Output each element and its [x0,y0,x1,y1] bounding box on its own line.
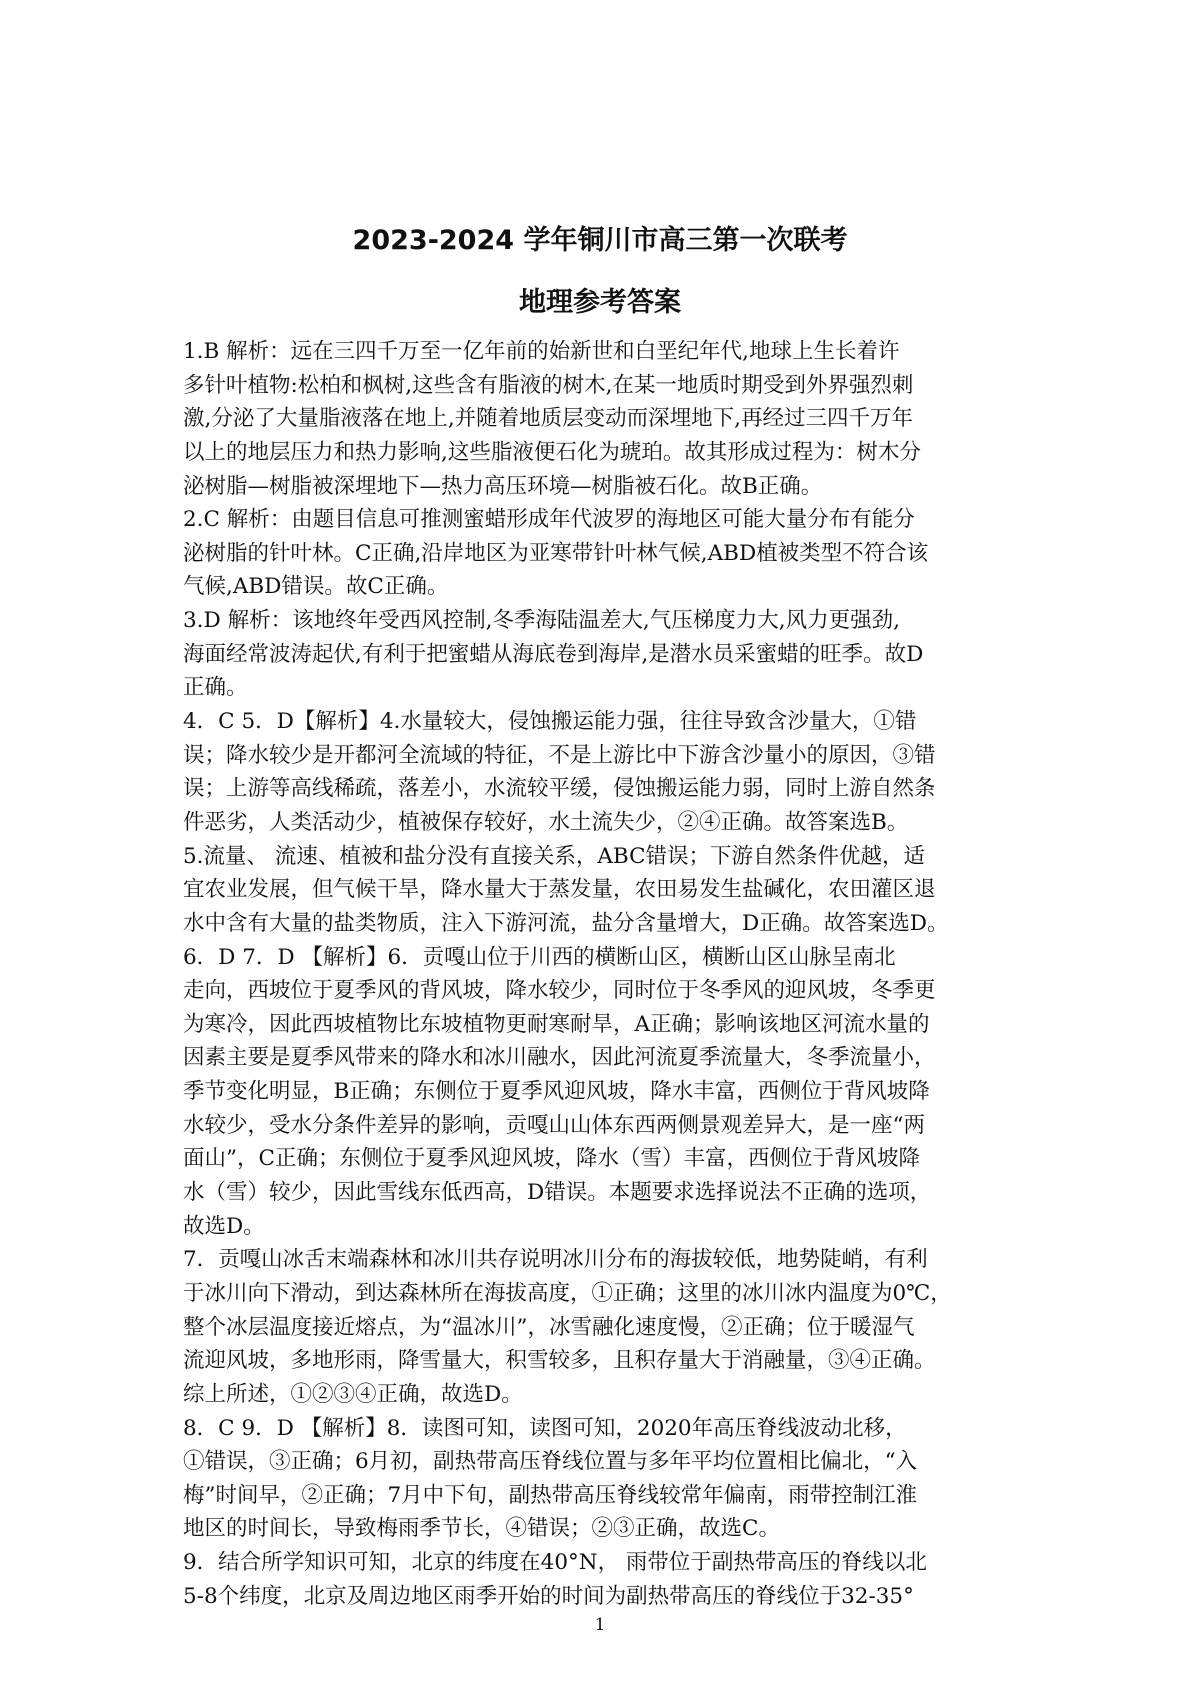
text-line: 走向，西坡位于夏季风的背风坡，降水较少，同时位于冬季风的迎风坡，冬季更 [183,978,936,1004]
text-line: 因素主要是夏季风带来的降水和冰川融水，因此河流夏季流量大，冬季流量小， [183,1045,936,1071]
text-line: 泌树脂的针叶林。C正确,沿岸地区为亚寒带针叶林气候,ABD植被类型不符合该 [183,540,929,566]
answer-body [183,335,1027,1613]
document-title: 2023-2024 学年铜川市高三第一次联考 [352,225,848,256]
text-line: 件恶劣，人类活动少，植被保存较好，水土流失少，②④正确。故答案选B。 [183,809,909,835]
text-line: 水较少，受水分条件差异的影响，贡嘎山山体东西两侧景观差异大，是一座“两 [183,1112,925,1138]
text-line: 于冰川向下滑动，到达森林所在海拔高度，①正确；这里的冰川冰内温度为0℃， [183,1280,952,1306]
text-line: 3.D 解析：该地终年受西风控制,冬季海陆温差大,气压梯度力大,风力更强劲, [183,608,900,634]
text-line: 地区的时间长，导致梅雨季节长，④错误；②③正确，故选C。 [183,1516,780,1542]
text-line: 整个冰层温度接近熔点，为“温冰川”，冰雪融化速度慢，②正确；位于暖湿气 [183,1314,915,1340]
text-line: ①错误，③正确；6月初，副热带高压脊线位置与多年平均位置相比偏北，“入 [183,1449,918,1475]
text-line: 以上的地层压力和热力影响,这些脂液便石化为琥珀。故其形成过程为：树木分 [183,439,921,465]
text-line: 气候,ABD错误。故C正确。 [183,574,449,600]
text-line: 水中含有大量的盐类物质，注入下游河流，盐分含量增大，D正确。故答案选D。 [183,910,949,936]
text-line: 梅”时间早，②正确；7月中下旬，副热带高压脊线较常年偏南，雨带控制江淮 [183,1482,918,1508]
text-line: 误；上游等高线稀疏，落差小，水流较平缓，侵蚀搬运能力弱，同时上游自然条 [183,776,936,802]
text-line: 泌树脂—树脂被深埋地下—热力高压环境—树脂被石化。故B正确。 [183,473,823,499]
text-line: 5-8个纬度，北京及周边地区雨季开始的时间为副热带高压的脊线位于32-35° [183,1583,914,1609]
text-line: 水（雪）较少，因此雪线东低西高，D错误。本题要求选择说法不正确的选项， [183,1180,932,1206]
text-line: 6．D 7．D 【解析】6．贡嘎山位于川西的横断山区，横断山区山脉呈南北 [183,944,896,970]
text-line: 误；降水较少是开都河全流域的特征，不是上游比中下游含沙量小的原因，③错 [183,742,936,768]
document-subtitle: 地理参考答案 [519,287,681,318]
text-line: 正确。 [183,675,248,701]
text-line: 面山”，C正确；东侧位于夏季风迎风坡，降水（雪）丰富，西侧位于背风坡降 [183,1146,920,1172]
text-line: 8．C 9．D 【解析】8．读图可知，读图可知，2020年高压脊线波动北移， [183,1415,907,1441]
text-line: 多针叶植物:松柏和枫树,这些含有脂液的树木,在某一地质时期受到外界强烈刺 [183,372,914,398]
text-line: 2.C 解析：由题目信息可推测蜜蜡形成年代波罗的海地区可能大量分布有能分 [183,507,915,533]
text-line: 5.流量、 流速、植被和盐分没有直接关系，ABC错误；下游自然条件优越，适 [183,843,926,869]
page-number: 1 [594,1615,606,1635]
text-line: 综上所述，①②③④正确，故选D。 [183,1381,523,1407]
text-line: 1.B 解析：远在三四千万至一亿年前的始新世和白垩纪年代,地球上生长着许 [183,339,900,364]
text-line: 流迎风坡，多地形雨，降雪量大，积雪较多，且积存量大于消融量，③④正确。 [183,1348,936,1374]
text-line: 宜农业发展，但气候干旱，降水量大于蒸发量，农田易发生盐碱化，农田灌区退 [183,877,936,903]
text-line: 海面经常波涛起伏,有利于把蜜蜡从海底卷到海岸,是潜水员采蜜蜡的旺季。故D [183,641,924,667]
text-line: 7．贡嘎山冰舌末端森林和冰川共存说明冰川分布的海拔较低，地势陡峭，有利 [183,1247,928,1273]
text-line: 为寒冷，因此西坡植物比东坡植物更耐寒耐旱，A正确；影响该地区河流水量的 [183,1011,930,1037]
text-line: 4．C 5．D【解析】4.水量较大，侵蚀搬运能力强，往往导致含沙量大，①错 [183,709,917,735]
text-line: 故选D。 [183,1213,265,1239]
text-line: 季节变化明显，B正确；东侧位于夏季风迎风坡，降水丰富，西侧位于背风坡降 [183,1079,930,1105]
text-line: 9．结合所学知识可知，北京的纬度在40°N， 雨带位于副热带高压的脊线以北 [183,1550,927,1576]
text-line: 激,分泌了大量脂液落在地上,并随着地质层变动而深埋地下,再经过三四千万年 [183,406,914,432]
